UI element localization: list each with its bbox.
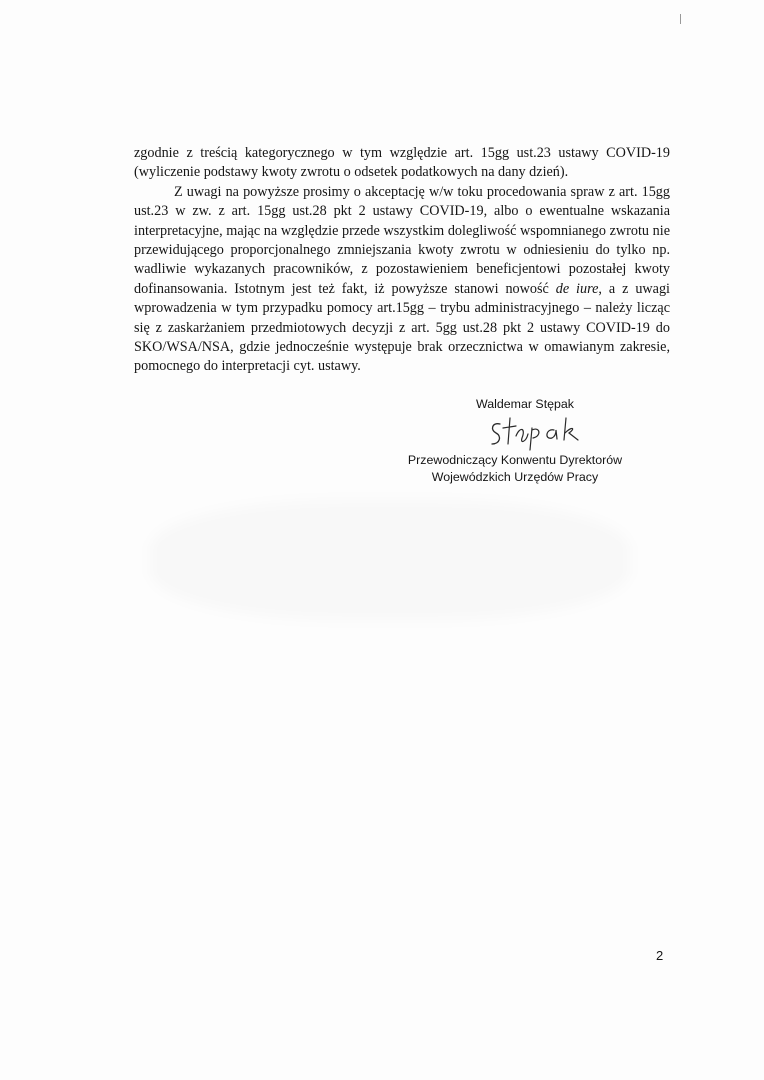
handwritten-signature (486, 414, 590, 452)
paragraph-2-text-b: , a z uwagi wprowadzenia w tym przypadku pomocy art.15gg – trybu administracyjnego – należy licząc się z zaskarżaniem przedmiotowych decyzji z art. 5gg ust.28 pkt 2 ustawy COVID-19 do SKO/WSA/NSA, gdzie jednocześnie występuje brak orzecznictwa w omawianym zakresie, pomocnego do interpretacji cyt. ustawy. (134, 280, 670, 375)
paragraph-2 (134, 183, 670, 377)
signer-name: Waldemar Stępak (475, 397, 575, 411)
scan-edge-mark (680, 14, 681, 24)
signer-title (400, 452, 630, 486)
scan-artifact (150, 500, 630, 620)
paragraph-1 (134, 144, 670, 183)
paragraph-1-text: zgodnie z treścią kategorycznego w tym względzie art. 15gg ust.23 ustawy COVID-19 (wyliczenie podstawy kwoty zwrotu o odsetek podatkowych na dany dzień). (134, 145, 670, 181)
paragraph-2-text-a: Z uwagi na powyższe prosimy o akceptację w/w toku procedowania spraw z art. 15gg ust.23 w zw. z art. 15gg ust.28 pkt 2 ustawy COVID-19, albo o ewentualne wskazania interpretacyjne, mając na względzie przede wszystkim dolegliwość wspomnianego zwrotu nie przewidującego proporcjonalnego zmniejszania kwoty zwrotu w odniesieniu do tylko np. wadliwie wykazanych pracowników, z pozostawieniem beneficjentowi pozostałej kwoty dofinansowania. Istotnym jest też fakt, iż powyższe stanowi nowość (134, 183, 670, 297)
signer-title-line-2: Wojewódzkich Urzędów Pracy (431, 470, 599, 484)
page-number: 2 (656, 948, 664, 963)
letter-body (134, 144, 670, 377)
signer-title-line-1: Przewodniczący Konwentu Dyrektorów (407, 453, 623, 467)
paragraph-2-italic-term: de iure (555, 280, 599, 297)
